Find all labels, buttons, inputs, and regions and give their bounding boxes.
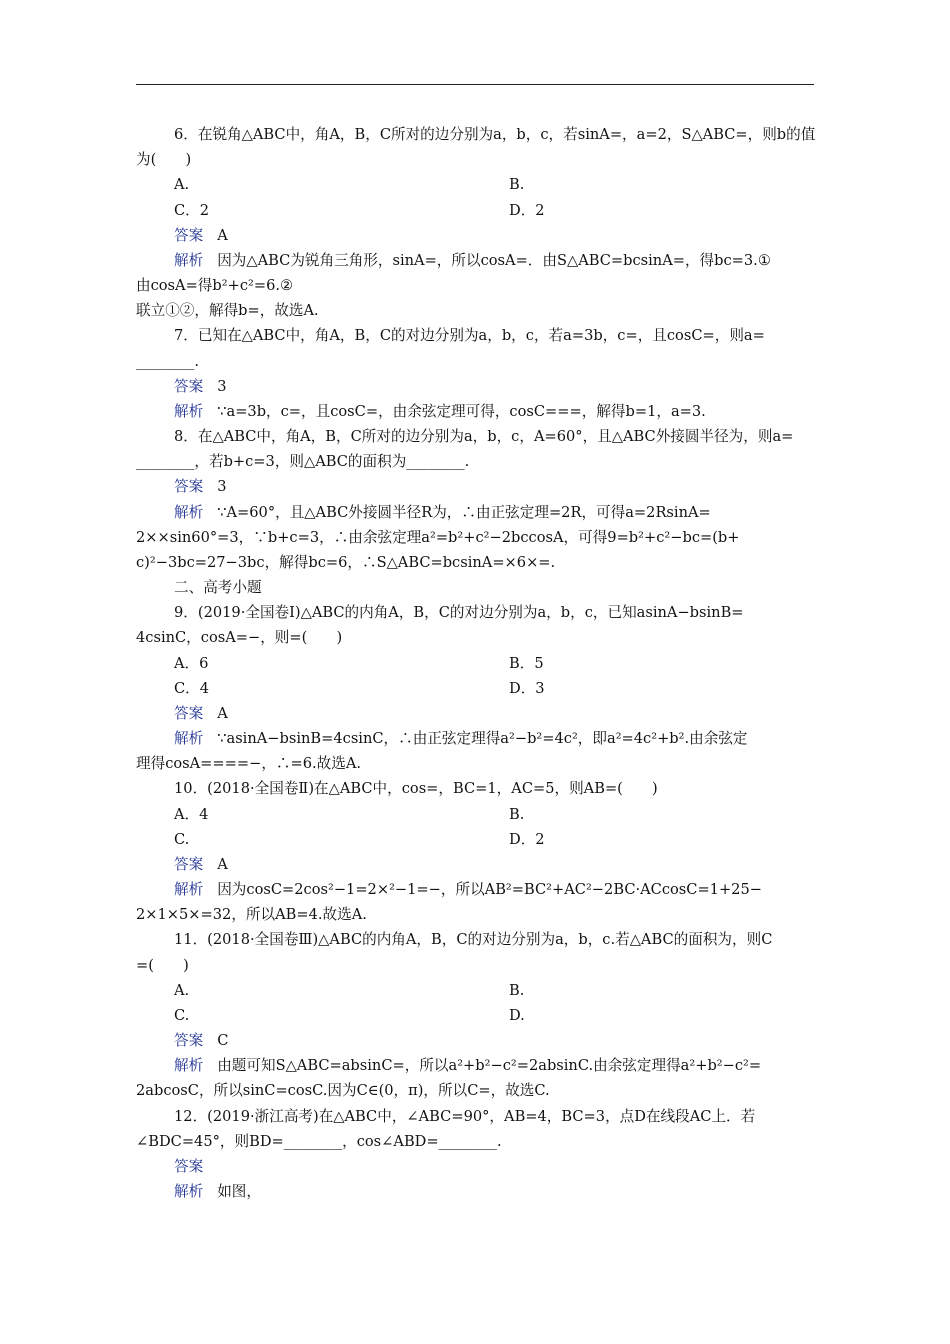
text-line (174, 978, 816, 1003)
text-line (174, 701, 816, 726)
text-line (136, 273, 816, 298)
line-text: 因为cosC=2cos²−1=2×²−1=−，所以AB²=BC²+AC²−2BC·ACcosC=1+25− (217, 881, 762, 899)
text-line (174, 726, 816, 751)
line-text: ________，若b+c=3，则△ABC的面积为________. (136, 453, 470, 471)
answer-label: 答案 (174, 1157, 204, 1175)
text-line (174, 575, 816, 600)
header-rule (136, 84, 814, 85)
line-text: ________. (136, 352, 200, 370)
text-line (174, 600, 816, 625)
analysis-label: 解析 (174, 402, 204, 420)
text-line (174, 1179, 816, 1204)
line-text: 2abcosC，所以sinC=cosC.因为C∈(0，π)，所以C=，故选C. (136, 1082, 550, 1100)
option-left: A. (174, 981, 190, 999)
line-text: ∵a=3b，c=，且cosC=，由余弦定理可得，cosC===，解得b=1，a=3. (217, 402, 706, 420)
line-text: 由cosA=得b²+c²=6.② (136, 277, 294, 295)
line-text: 理得cosA====−，∴=6.故选A. (136, 755, 362, 773)
text-line (174, 323, 816, 348)
text-line (174, 927, 816, 952)
text-line (174, 374, 816, 399)
line-text: 12．(2019·浙江高考)在△ABC中，∠ABC=90°，AB=4，BC=3，点D在线段AC上．若 (174, 1107, 756, 1125)
text-line (174, 198, 816, 223)
line-text: A (217, 226, 228, 244)
line-text: 3 (217, 377, 227, 395)
line-text: 2××sin60°=3，∵b+c=3，∴由余弦定理a²=b²+c²−2bccosA，可得9=b²+c²−bc=(b+ (136, 528, 740, 546)
option-left: C．2 (174, 201, 210, 219)
text-line (174, 223, 816, 248)
line-text: ∵asinA−bsinB=4csinC，∴由正弦定理得a²−b²=4c²，即a²=4c²+b².由余弦定 (217, 730, 748, 748)
answer-label: 答案 (174, 478, 204, 496)
line-text: 6．在锐角△ABC中，角A，B，C所对的边分别为a，b，c，若sinA=，a=2，S△ABC=，则b的值 (174, 126, 816, 143)
line-text: 7．已知在△ABC中，角A，B，C的对边分别为a，b，c，若a=3b，c=，且cosC=，则a= (174, 327, 765, 345)
text-line (174, 827, 816, 852)
option-right: D．2 (509, 201, 545, 219)
text-line (136, 953, 816, 978)
answer-label: 答案 (174, 226, 204, 244)
answer-label: 答案 (174, 377, 204, 395)
text-line (174, 500, 816, 525)
line-text: 二、高考小题 (174, 579, 262, 597)
option-right: B. (509, 981, 525, 999)
line-text: 4csinC，cosA=−，则=( ) (136, 629, 343, 647)
option-left: A. (174, 176, 190, 194)
text-line (136, 147, 816, 172)
line-text: =( ) (136, 956, 189, 974)
line-text: 8．在△ABC中，角A，B，C所对的边分别为a，b，c，A=60°，且△ABC外接圆半径为，则a= (174, 428, 794, 446)
text-line (174, 1003, 816, 1028)
text-line (136, 1078, 816, 1103)
line-text: 3 (217, 478, 227, 496)
text-line (136, 625, 816, 650)
text-line (174, 474, 816, 499)
text-line (174, 852, 816, 877)
text-line (174, 122, 816, 147)
text-line (174, 1154, 816, 1179)
text-line (174, 1053, 816, 1078)
line-text: ∵A=60°，且△ABC外接圆半径R为，∴由正弦定理=2R，可得a=2RsinA= (217, 503, 711, 521)
option-right: B. (509, 176, 525, 194)
option-right: D．3 (509, 679, 545, 697)
option-left: A．6 (174, 654, 209, 672)
analysis-label: 解析 (174, 251, 204, 269)
text-line (174, 802, 816, 827)
option-right: B. (509, 805, 525, 823)
option-left: C．4 (174, 679, 210, 697)
analysis-label: 解析 (174, 881, 204, 899)
text-line (174, 248, 816, 273)
text-line (174, 399, 816, 424)
line-text: A (217, 855, 228, 873)
text-line (174, 877, 816, 902)
line-text: A (217, 704, 228, 722)
text-line (174, 651, 816, 676)
line-text: 11．(2018·全国卷Ⅲ)△ABC的内角A，B，C的对边分别为a，b，c.若△ABC的面积为，则C (174, 931, 773, 949)
text-line (136, 298, 816, 323)
option-right: D．2 (509, 830, 545, 848)
text-line (174, 1028, 816, 1053)
text-line (174, 1104, 816, 1129)
answer-label: 答案 (174, 855, 204, 873)
option-right: D. (509, 1006, 525, 1024)
text-line (136, 449, 816, 474)
line-text: ∠BDC=45°，则BD=________，cos∠ABD=________. (136, 1132, 502, 1150)
answer-label: 答案 (174, 1032, 204, 1050)
option-left: A．4 (174, 805, 209, 823)
line-text: c)²−3bc=27−3bc，解得bc=6，∴S△ABC=bcsinA=×6×=. (136, 553, 556, 571)
line-text: C (217, 1032, 229, 1050)
line-text: 联立①②，解得b=，故选A. (136, 302, 319, 320)
analysis-label: 解析 (174, 1183, 204, 1201)
text-line (174, 776, 816, 801)
text-line (174, 676, 816, 701)
answer-label: 答案 (174, 704, 204, 722)
line-text: 因为△ABC为锐角三角形，sinA=，所以cosA=．由S△ABC=bcsinA=，得bc=3.① (217, 251, 771, 269)
text-line (136, 751, 816, 776)
text-line (136, 1129, 816, 1154)
option-left: C. (174, 1006, 190, 1024)
analysis-label: 解析 (174, 503, 204, 521)
text-line (136, 550, 816, 575)
line-text: 如图， (217, 1183, 261, 1201)
text-line (174, 172, 816, 197)
text-line (136, 349, 816, 374)
option-left: C. (174, 830, 190, 848)
option-right: B．5 (509, 654, 544, 672)
text-line (174, 424, 816, 449)
text-line (136, 902, 816, 927)
text-line (136, 525, 816, 550)
line-text: 10．(2018·全国卷Ⅱ)在△ABC中，cos=，BC=1，AC=5，则AB=( ) (174, 780, 658, 798)
line-text: 由题可知S△ABC=absinC=，所以a²+b²−c²=2absinC.由余弦定理得a²+b²−c²= (217, 1057, 762, 1075)
line-text: 2×1×5×=32，所以AB=4.故选A. (136, 906, 367, 924)
line-text: 为( ) (136, 151, 192, 169)
analysis-label: 解析 (174, 730, 204, 748)
line-text: 9．(2019·全国卷Ⅰ)△ABC的内角A，B，C的对边分别为a，b，c，已知asinA−bsinB= (174, 604, 744, 622)
analysis-label: 解析 (174, 1057, 204, 1075)
